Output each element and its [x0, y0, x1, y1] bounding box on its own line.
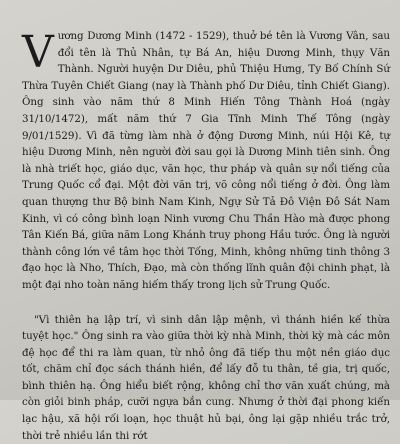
paragraph-2	[22, 312, 390, 444]
paragraph-1-text: ương Dương Minh (1472 - 1529), thuở bé tên là Vương Vân, sau đổi tên là Thủ Nhân, tự Bá An, hiệu Dương Minh, thụy Văn Thành. Người huyện Dư Diêu, phủ Thiệu Hưng, Ty Bố Chính Sứ Thừa Tuyên Chiết Giang (nay là Thành phố Dư Diêu, tỉnh Chiết Giang). Ông sinh vào năm thứ 8 Minh Hiến Tông Thành Hoá (ngày 31/10/1472), mất năm thứ 7 Gia Tĩnh Minh Thế Tông (ngày 9/01/1529). Vì đã từng làm nhà ở động Dương Minh, núi Hội Kê, tự hiệu Dương Minh, nên người đời sau gọi là Dương Minh tiên sinh. Ông là nhà triết học, giáo dục, văn học, thư pháp và quân sự nổi tiếng của Trung Quốc cổ đại. Một đời văn trị, võ công nổi tiếng ở đời. Ông làm quan thượng thư Bộ binh Nam Kinh, Ngự Sử Tả Đô Viện Đô Sát Nam Kinh, vì có công bình loạn Ninh vương Chu Thần Hào mà được phong Tân Kiến Bá, giữa năm Long Khánh truy phong Hầu tước. Ông là người thành công lớn về tâm học thời Tống, Minh, không những tinh thông 3 đạo học là Nho, Thích, Đạo, mà còn thống lĩnh quân đội chinh phạt, là một đại nho toàn năng hiếm thấy trong lịch sử Trung Quốc.	[22, 30, 390, 291]
paragraph-2-text: "Vì thiên hạ lập trí, vì sinh dân lập mệnh, vì thánh hiền kế thừa tuyệt học." Ông sinh ra vào giữa thời kỳ nhà Minh, thời kỳ mà các môn đệ học để thi ra làm quan, từ nhỏ ông đã tiếp thu một nền giáo dục tốt, chăm chỉ đọc sách thánh hiền, để lấy đỗ tu thân, tề gia, trị quốc, bình thiên hạ. Ông hiểu biết rộng, không chỉ thơ văn xuất chúng, mà còn giỏi binh pháp, cưỡi ngựa bắn cung. Nhưng ở thời đại phong kiến lạc hậu, xã hội rối loạn, học thuật hủ bại, ông lại gặp nhiều trắc trở, thời trẻ nhiều lần thi rớt	[22, 314, 390, 442]
paragraph-1	[22, 28, 390, 294]
drop-cap-letter: V	[22, 34, 54, 72]
